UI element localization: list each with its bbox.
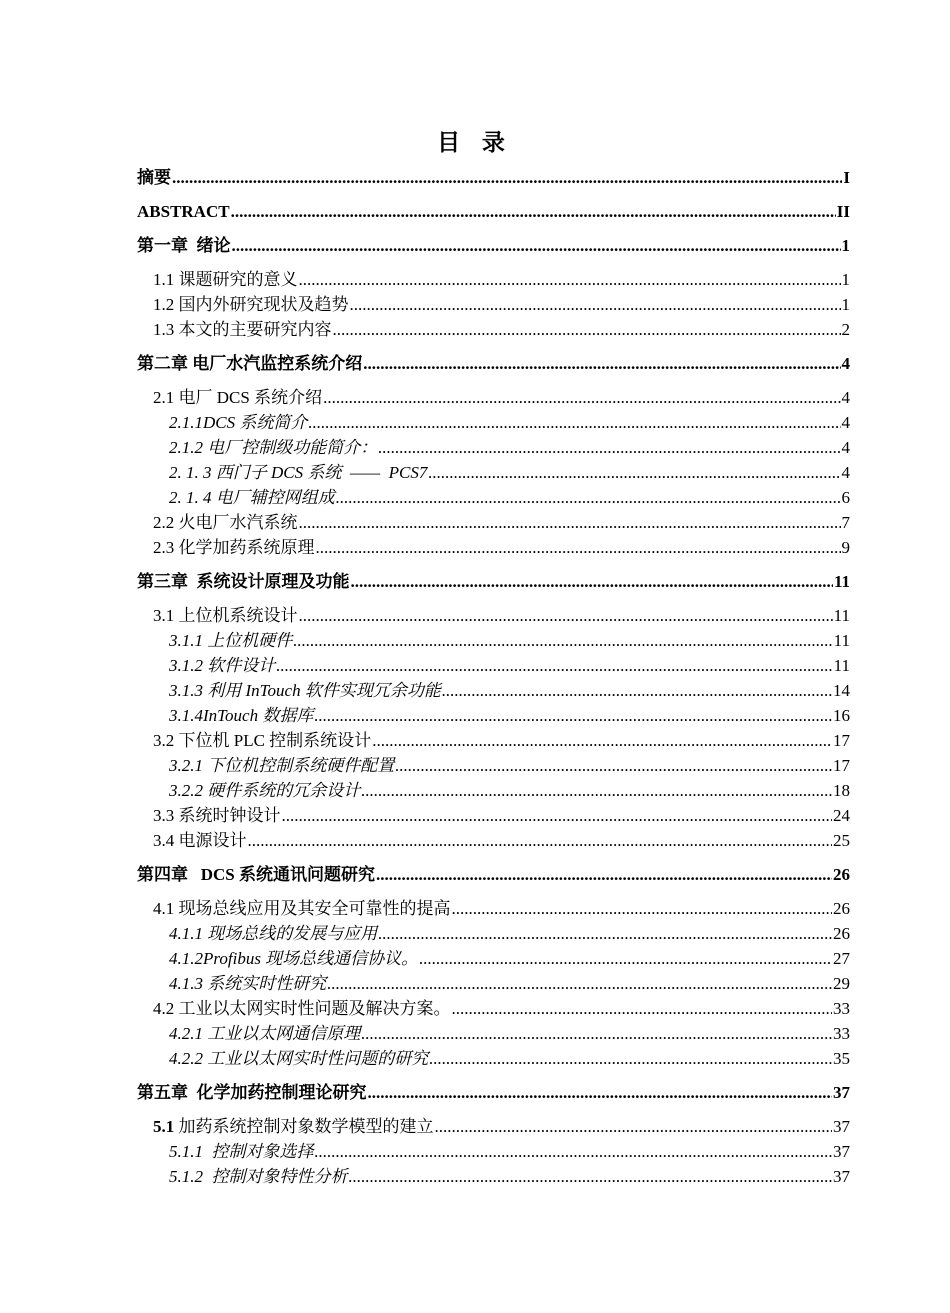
toc-entry-label: 1.3 本文的主要研究内容 (153, 320, 332, 339)
toc-entry-label: 3.1.4InTouch 数据库 (169, 706, 314, 725)
toc-leader-dots (282, 803, 833, 828)
toc-page-number: 11 (833, 606, 850, 625)
toc-title: 目 录 (437, 130, 513, 155)
toc-page-number: 14 (833, 681, 850, 700)
toc-section-entry[interactable] (137, 753, 850, 778)
toc-entry-label: 2.1 电厂 DCS 系统介绍 (153, 388, 323, 407)
toc-page-number: 26 (833, 865, 850, 884)
toc-entry-label: 2. 1. 4 电厂辅控网组成 (169, 488, 335, 507)
toc-leader-dots (378, 435, 840, 460)
toc-section-entry[interactable] (137, 828, 850, 853)
toc-leader-dots (248, 828, 833, 853)
toc-page-number: 29 (833, 974, 850, 993)
toc-leader-dots (333, 317, 841, 342)
toc-section-entry[interactable] (137, 628, 850, 653)
toc-page-number: 7 (841, 513, 850, 532)
toc-entry-label: 3.1.2 软件设计 (169, 656, 276, 675)
toc-leader-dots (363, 351, 840, 376)
toc-entry-label: 2.2 火电厂水汽系统 (153, 513, 298, 532)
toc-leader-dots (308, 410, 840, 435)
toc-entry-label: 3.2 下位机 PLC 控制系统设计 (153, 731, 372, 750)
toc-leader-dots (316, 535, 841, 560)
toc-section-entry[interactable] (137, 1021, 850, 1046)
toc-leader-dots (299, 267, 841, 292)
toc-chapter-entry[interactable] (137, 351, 850, 376)
toc-page-number: 4 (841, 413, 850, 432)
toc-section-entry[interactable] (137, 1114, 850, 1139)
toc-section-entry[interactable] (137, 460, 850, 485)
toc-leader-dots (395, 753, 832, 778)
toc-entry-label: 2.3 化学加药系统原理 (153, 538, 315, 557)
toc-chapter-entry[interactable] (137, 862, 850, 887)
toc-page-number: 9 (841, 538, 850, 557)
toc-entry-label: 4.1 现场总线应用及其安全可靠性的提高 (153, 899, 451, 918)
toc-entry-label: 2.1.1DCS 系统简介 (169, 413, 308, 432)
toc-leader-dots (429, 1046, 832, 1071)
toc-leader-dots (299, 603, 833, 628)
toc-page-number: 37 (833, 1083, 850, 1102)
toc-entry-label: 3.4 电源设计 (153, 831, 247, 850)
toc-section-entry[interactable] (137, 946, 850, 971)
toc-entry-label: 4.2 工业以太网实时性问题及解决方案。 (153, 999, 451, 1018)
toc-entry-label: 3.2.1 下位机控制系统硬件配置 (169, 756, 395, 775)
toc-page-number: 18 (833, 781, 850, 800)
toc-entry-label: 3.1 上位机系统设计 (153, 606, 298, 625)
toc-leader-dots (351, 569, 833, 594)
toc-page-number: II (836, 202, 850, 221)
toc-entry-label: 4.1.1 现场总线的发展与应用 (169, 924, 378, 943)
toc-leader-dots (452, 896, 833, 921)
toc-chapter-entry[interactable] (137, 165, 850, 190)
toc-entry-label: 3.2.2 硬件系统的冗余设计 (169, 781, 361, 800)
toc-leader-dots (299, 510, 841, 535)
toc-section-entry[interactable] (137, 896, 850, 921)
toc-entry-label: 1.2 国内外研究现状及趋势 (153, 295, 349, 314)
toc-leader-dots (336, 485, 841, 510)
toc-section-entry[interactable] (137, 603, 850, 628)
toc-entry-label: 4.2.2 工业以太网实时性问题的研究 (169, 1049, 429, 1068)
toc-entry-label: 第四章 DCS 系统通讯问题研究 (137, 865, 376, 884)
toc-section-entry[interactable] (137, 703, 850, 728)
toc-page-number: 35 (833, 1049, 850, 1068)
toc-leader-dots (435, 1114, 833, 1139)
toc-section-entry[interactable] (137, 653, 850, 678)
toc-section-entry[interactable] (137, 385, 850, 410)
toc-entry-label: 5.1.2 控制对象特性分析 (169, 1167, 348, 1186)
toc-section-entry[interactable] (137, 1139, 850, 1164)
toc-page-number: 6 (841, 488, 850, 507)
toc-chapter-entry[interactable] (137, 233, 850, 258)
toc-entry-label (153, 1114, 434, 1139)
toc-section-entry[interactable] (137, 410, 850, 435)
toc-page-number: 4 (841, 354, 850, 373)
toc-leader-dots (172, 165, 842, 190)
toc-chapter-entry[interactable] (137, 1080, 850, 1105)
toc-section-entry[interactable] (137, 292, 850, 317)
toc-leader-dots (315, 1139, 833, 1164)
toc-section-entry[interactable] (137, 317, 850, 342)
toc-section-entry[interactable] (137, 728, 850, 753)
toc-page-number: 33 (833, 1024, 850, 1043)
toc-page-number: 37 (833, 1167, 850, 1186)
toc-leader-dots (323, 385, 840, 410)
toc-entry-label: 第一章 绪论 (137, 236, 231, 255)
toc-entry-label: 第五章 化学加药控制理论研究 (137, 1083, 367, 1102)
toc-page-number: 17 (833, 756, 850, 775)
toc-entry-label: 4.1.2Profibus 现场总线通信协议。 (169, 949, 419, 968)
toc-leader-dots (376, 862, 832, 887)
toc-section-entry[interactable] (137, 1046, 850, 1071)
toc-entry-label: 4.1.3 系统实时性研究 (169, 974, 327, 993)
toc-entry-label: ABSTRACT (137, 202, 230, 221)
toc-page-number: I (843, 168, 850, 187)
toc-leader-dots (327, 971, 832, 996)
toc-entry-label: 4.2.1 工业以太网通信原理 (169, 1024, 361, 1043)
toc-leader-dots (428, 460, 840, 485)
toc-entry-label: 第三章 系统设计原理及功能 (137, 572, 350, 591)
toc-page-number: 11 (833, 631, 850, 650)
toc-leader-dots (314, 703, 832, 728)
toc-leader-dots (361, 1021, 832, 1046)
toc-page-number: 26 (833, 899, 850, 918)
toc-entry-label: 5.1.1 控制对象选择 (169, 1142, 314, 1161)
toc-chapter-entry[interactable] (137, 569, 850, 594)
toc-section-entry[interactable] (137, 921, 850, 946)
toc-entry-label: 1.1 课题研究的意义 (153, 270, 298, 289)
toc-entry-label: 第二章 电厂水汽监控系统介绍 (137, 354, 363, 373)
toc-leader-dots (368, 1080, 833, 1105)
toc-leader-dots (419, 946, 832, 971)
toc-entry-label: 2.1.2 电厂控制级功能简介： (169, 438, 378, 457)
toc-page-number: 4 (841, 463, 850, 482)
toc-entry-text: 加药系统控制对象数学模型的建立 (174, 1117, 434, 1136)
toc-page-number: 33 (833, 999, 850, 1018)
toc-page-number: 1 (841, 295, 850, 314)
toc-leader-dots (276, 653, 832, 678)
toc-section-entry[interactable] (137, 535, 850, 560)
toc-section-entry[interactable] (137, 435, 850, 460)
toc-page-number: 37 (833, 1117, 850, 1136)
toc-entry-label: 摘要 (137, 168, 171, 187)
toc-page-number: 26 (833, 924, 850, 943)
toc-leader-dots (452, 996, 833, 1021)
toc-entry-label: 2. 1. 3 西门子 DCS 系统 —— PCS7 (169, 463, 428, 482)
toc-page-number: 24 (833, 806, 850, 825)
toc-page-number: 4 (841, 438, 850, 457)
toc-chapter-entry[interactable] (137, 199, 850, 224)
toc-leader-dots (350, 292, 841, 317)
toc-section-entry[interactable] (137, 778, 850, 803)
toc-section-entry[interactable] (137, 996, 850, 1021)
toc-leader-dots (349, 1164, 833, 1189)
toc-leader-dots (442, 678, 832, 703)
toc-entry-label: 3.3 系统时钟设计 (153, 806, 281, 825)
toc-leader-dots (231, 199, 836, 224)
toc-entry-number: 5.1 (153, 1117, 175, 1136)
toc-section-entry[interactable] (137, 971, 850, 996)
toc-section-entry[interactable] (137, 485, 850, 510)
toc-section-entry[interactable] (137, 510, 850, 535)
toc-page-number: 37 (833, 1142, 850, 1161)
toc-page-number: 11 (833, 656, 850, 675)
toc-page-number: 25 (833, 831, 850, 850)
toc-leader-dots (378, 921, 832, 946)
toc-page-number: 1 (841, 236, 850, 255)
toc-section-entry[interactable] (137, 1164, 850, 1189)
toc-leader-dots (361, 778, 832, 803)
toc-section-entry[interactable] (137, 267, 850, 292)
toc-page-number: 27 (833, 949, 850, 968)
toc-leader-dots (372, 728, 832, 753)
toc-section-entry[interactable] (137, 803, 850, 828)
toc-leader-dots (293, 628, 832, 653)
toc-leader-dots (232, 233, 841, 258)
toc-page-number: 11 (833, 572, 850, 591)
toc-page-number: 17 (833, 731, 850, 750)
toc-page-number: 16 (833, 706, 850, 725)
toc-page-number: 4 (841, 388, 850, 407)
toc-entry-label: 3.1.3 利用 InTouch 软件实现冗余功能 (169, 681, 441, 700)
toc-page-number: 2 (841, 320, 850, 339)
toc-section-entry[interactable] (137, 678, 850, 703)
toc-entry-label: 3.1.1 上位机硬件 (169, 631, 293, 650)
table-of-contents (137, 165, 850, 1189)
toc-page-number: 1 (841, 270, 850, 289)
